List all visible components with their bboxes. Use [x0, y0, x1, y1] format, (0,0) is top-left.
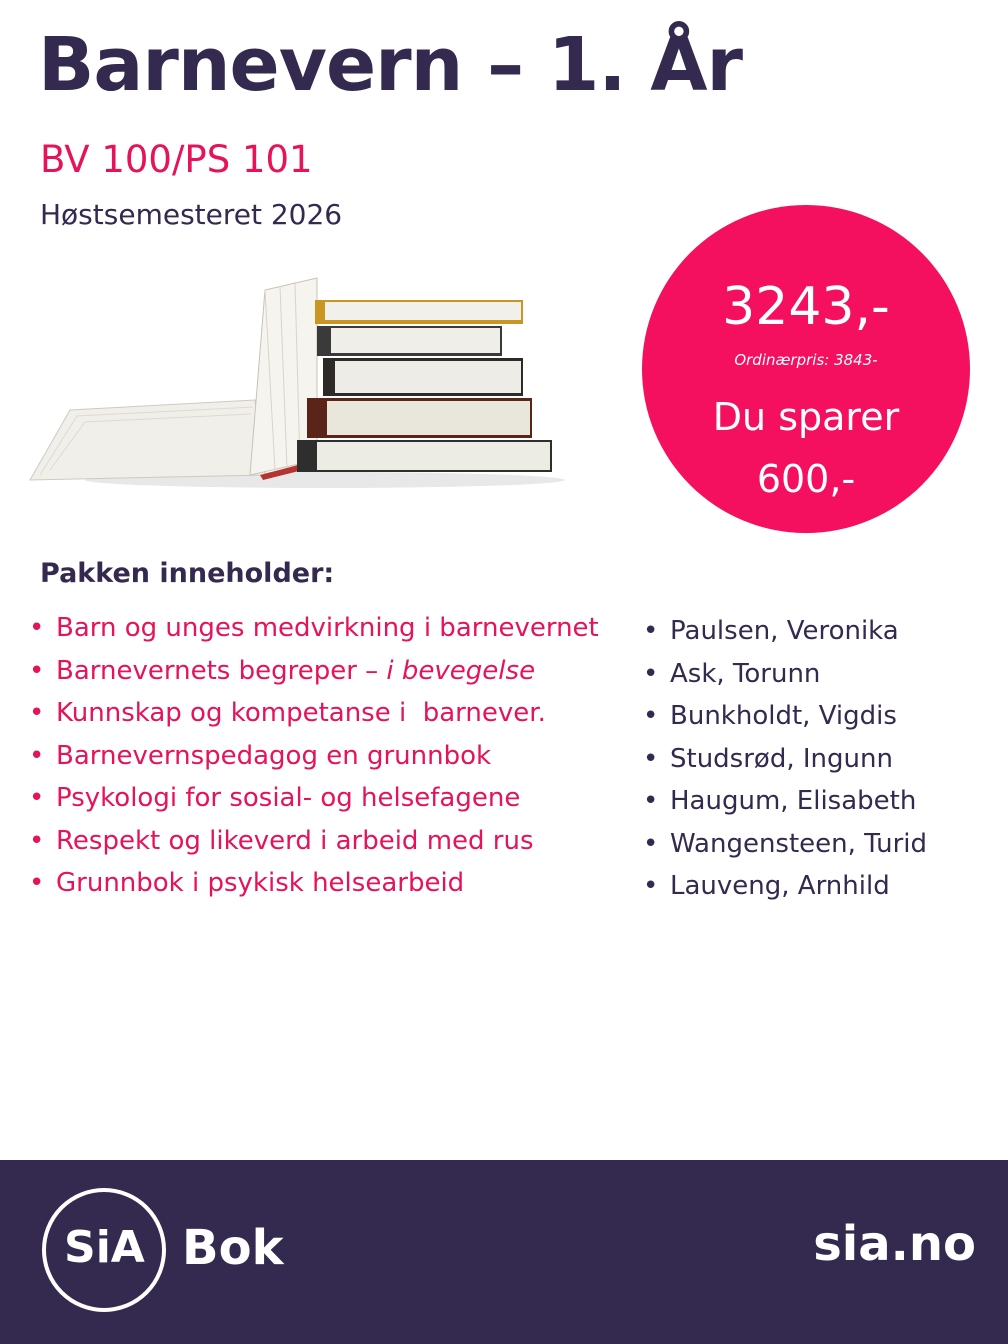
list-item: • Haugum, Elisabeth	[643, 785, 927, 828]
course-code: BV 100/PS 101	[40, 138, 313, 181]
website-link[interactable]: sia.no	[813, 1216, 976, 1272]
list-item: • Kunnskap og kompetanse i barnever.	[29, 697, 599, 740]
list-item: • Psykologi for sosial- og helsefagene	[29, 782, 599, 825]
list-item: • Ask, Torunn	[643, 658, 927, 701]
list-item: • Grunnbok i psykisk helsearbeid	[29, 867, 599, 910]
savings-amount: 600,-	[756, 457, 856, 501]
logo-suffix: Bok	[182, 1220, 284, 1276]
logo-text: SiA	[64, 1222, 145, 1273]
list-item: • Barnevernets begreper – i bevegelse	[29, 655, 599, 698]
page-title: Barnevern – 1. År	[38, 22, 742, 108]
savings-label: Du sparer	[712, 395, 900, 439]
authors-list	[643, 615, 927, 913]
list-item: • Barnevernspedagog en grunnbok	[29, 740, 599, 783]
list-item: • Respekt og likeverd i arbeid med rus	[29, 825, 599, 868]
ordinary-price: Ordinærpris: 3843-	[734, 351, 878, 369]
semester-label: Høstsemesteret 2026	[40, 198, 343, 231]
list-item: • Barn og unges medvirkning i barnevernet	[29, 612, 599, 655]
price-badge	[642, 205, 970, 533]
package-heading: Pakken inneholder:	[40, 558, 335, 589]
books-illustration	[25, 270, 565, 490]
list-item: • Wangensteen, Turid	[643, 828, 927, 871]
list-item: • Studsrød, Ingunn	[643, 743, 927, 786]
list-item: • Paulsen, Veronika	[643, 615, 927, 658]
list-item: • Bunkholdt, Vigdis	[643, 700, 927, 743]
current-price: 3243,-	[722, 277, 890, 337]
book-titles-list	[29, 612, 599, 910]
list-item: • Lauveng, Arnhild	[643, 870, 927, 913]
